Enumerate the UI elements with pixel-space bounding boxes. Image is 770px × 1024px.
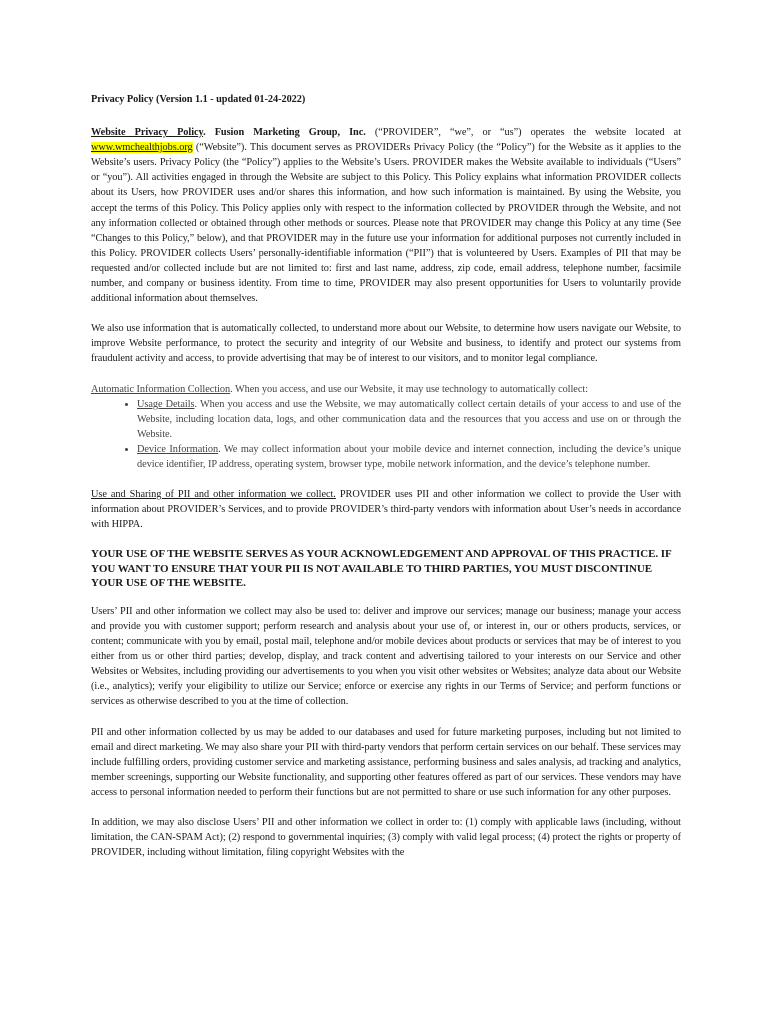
auto-collection-intro: . When you access, and use our Website, it may use technology to automatically collect: bbox=[230, 383, 588, 395]
website-link[interactable]: www.wmchealthjobs.org bbox=[91, 142, 193, 154]
section-heading-auto-collection: Automatic Information Collection bbox=[91, 383, 231, 395]
acknowledgement-notice: YOUR USE OF THE WEBSITE SERVES AS YOUR ACKNOWLEDGEMENT AND APPROVAL OF THIS PRACTICE. IF YOU WANT TO ENSURE THAT YOUR PII IS NOT AVAILABLE TO THIRD PARTIES, YOU MUST DISCONTINUE YOUR USE OF THE WEBSITE. bbox=[91, 548, 672, 590]
device-information-text: . We may collect information about your mobile device and internet connection, including the device’s unique device identifier, IP address, operating system, browser type, mobile network information, and the device’s telephone number. bbox=[137, 443, 682, 470]
disclosure-paragraph: In addition, we may also disclose Users’ PII and other information we collect in order to: (1) comply with applicable laws (including, without limitation, the CAN-SPAM Act); (2) respond to governmental inquiries; (3) comply with valid legal process; (4) protect the rights or property of PROVIDER, including without limitation, filing copyright Websites with the bbox=[91, 816, 681, 859]
auto-collection-list bbox=[91, 397, 681, 472]
auto-collected-paragraph: We also use information that is automatically collected, to understand more about our Website, to determine how users navigate our Website, to improve Website performance, to protect the security and integrity of our Website and business, to identify and protect our systems from fraudulent activity and access, to provide advertising that may be of interest to our visitors, and to monitor legal compliance. bbox=[91, 323, 681, 365]
device-information-label: Device Information bbox=[137, 443, 219, 455]
list-item-device-information bbox=[137, 442, 681, 472]
sharing-text: PROVIDER uses PII and other information we collect to provide the User with information about PROVIDER’s Services, and to provide PROVIDER’s third-party vendors with information about User’s needs in accordance with HIPPA. bbox=[91, 489, 681, 531]
marketing-paragraph: PII and other information collected by us may be added to our databases and used for future marketing purposes, including but not limited to email and direct marketing. We may also share your PII with third-party vendors that perform certain services on our behalf. These services may include fulfilling orders, providing customer service and marketing assistance, performing business and sales analysis, ad tracking and analytics, member screenings, supporting our Website functionality, and supporting other features offered as part of our services. These vendors may have access to personal information needed to perform their functions but are not permitted to share or use such information for any other purposes. bbox=[91, 726, 681, 798]
sharing-paragraph bbox=[91, 487, 681, 532]
document-body bbox=[91, 92, 681, 875]
usage-details-label: Usage Details bbox=[137, 398, 195, 410]
pii-uses-paragraph: Users’ PII and other information we collect may also be used to: deliver and improve our services; manage our business; manage your access and provide you with customer support; perform research and analysis about your use of, or interest in, our or others products, services, or content; communicate with you by email, postal mail, telephone and/or mobile devices about products or services that may be of interest to you either from us or other third parties; develop, display, and track content and advertising tailored to your interests on our Service and other Websites or Websites, including providing our advertisements to you when you visit other websites or Websites; analyze data about our Website (i.e., analytics); verify your eligibility to utilize our Service; enforce or exercise any rights in our Terms of Service; and perform functions or services as otherwise described to you at the time of collection. bbox=[91, 605, 681, 708]
list-item-usage-details bbox=[137, 397, 681, 442]
section-heading-use-sharing: Use and Sharing of PII and other information we collect. bbox=[91, 489, 336, 501]
intro-text-1: (“PROVIDER”, “we”, or “us”) operates the website located at bbox=[365, 127, 682, 139]
intro-paragraph bbox=[91, 125, 681, 306]
intro-text-2: (“Website”). This document serves as PROVIDERs Privacy Policy (the “Policy”) for the Website as it applies to the Website’s users. Privacy Policy (the “Policy”) applies to the Website’s Users. PROVIDER makes the Website available to individuals (“Users” or “you”). All activities engaged in through the Website are subject to this Policy. This Policy explains what information PROVIDER collects about its Users, how PROVIDER uses and/or shares this information, and how such information is maintained. By using the Website, you accept the terms of this Policy. This Policy applies only with respect to the information collected by PROVIDER through the Website, and not any information collected or obtained through other methods or sources. Please note that PROVIDER may change this Policy at any time (See “Changes to this Policy,” below), and that PROVIDER may in the future use your information for additional purposes not currently included in this Policy. PROVIDER collects Users’ personally-identifiable information (“PII”) that is volunteered by Users. Examples of PII that may be requested and/or collected include but are not limited to: first and last name, address, zip code, email address, telephone number, facsimile number, and company or business identity. From time to time, PROVIDER may also present opportunities for Users to voluntarily provide additional information about themselves. bbox=[91, 142, 681, 305]
company-name: . Fusion Marketing Group, Inc. bbox=[203, 127, 366, 139]
auto-collection-section bbox=[91, 382, 681, 397]
page-title: Privacy Policy (Version 1.1 - updated 01-24-2022) bbox=[91, 94, 306, 105]
usage-details-text: . When you access and use the Website, we may automatically collect certain details of your access to and use of the Website, including location data, logs, and other communication data and the resources that you access and use on or through the Website. bbox=[137, 398, 681, 440]
section-heading-website-privacy: Website Privacy Policy bbox=[91, 127, 204, 139]
